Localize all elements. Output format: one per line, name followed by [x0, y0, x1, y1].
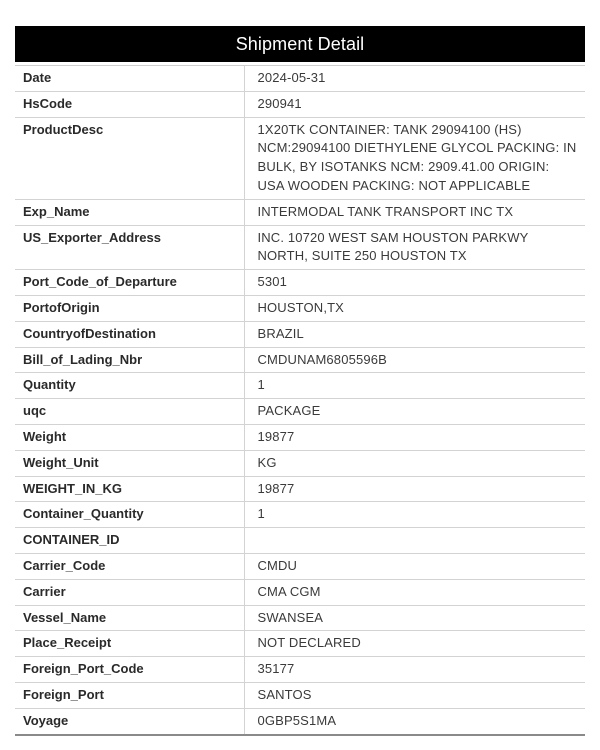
- field-value: 5301: [257, 274, 288, 290]
- field-value: KG: [257, 454, 277, 470]
- field-value: 35177: [257, 661, 295, 677]
- field-label: Container_Quantity: [15, 502, 244, 528]
- field-value: CMDUNAM6805596B: [257, 351, 387, 367]
- table-row: [15, 225, 585, 270]
- table-row: [15, 199, 585, 225]
- field-label: Carrier: [15, 579, 244, 605]
- field-value: INC. 10720 WEST SAM HOUSTON PARKWY NORTH, SUITE 250 HOUSTON TX: [257, 229, 529, 264]
- table-row: [15, 424, 585, 450]
- field-value: 1: [257, 377, 265, 393]
- field-label: Bill_of_Lading_Nbr: [15, 347, 244, 373]
- table-row: [15, 295, 585, 321]
- field-value: BRAZIL: [257, 325, 304, 341]
- field-value: HOUSTON,TX: [257, 299, 344, 315]
- table-row: [15, 347, 585, 373]
- shipment-detail-panel: [15, 26, 585, 736]
- field-value: 0GBP5S1MA: [257, 712, 337, 728]
- field-label: US_Exporter_Address: [15, 225, 244, 270]
- table-row: [15, 631, 585, 657]
- table-row: [15, 91, 585, 117]
- table-row: [15, 66, 585, 91]
- field-label: WEIGHT_IN_KG: [15, 476, 244, 502]
- field-value: 19877: [257, 428, 295, 444]
- field-value: PACKAGE: [257, 403, 321, 419]
- table-row: [15, 605, 585, 631]
- field-value: NOT DECLARED: [257, 635, 361, 651]
- table-row: [15, 682, 585, 708]
- field-label: ProductDesc: [15, 117, 244, 199]
- field-label: Date: [15, 66, 244, 91]
- field-value: INTERMODAL TANK TRANSPORT INC TX: [257, 203, 514, 219]
- field-value: CMA CGM: [257, 583, 321, 599]
- field-value: [244, 528, 585, 554]
- field-label: Carrier_Code: [15, 553, 244, 579]
- detail-table-body: [15, 66, 585, 735]
- table-row: [15, 399, 585, 425]
- table-row: [15, 657, 585, 683]
- field-label: Port_Code_of_Departure: [15, 270, 244, 296]
- field-label: Foreign_Port: [15, 682, 244, 708]
- table-row: [15, 708, 585, 734]
- field-value: SANTOS: [257, 686, 312, 702]
- table-row: [15, 579, 585, 605]
- table-row: [15, 373, 585, 399]
- table-row: [15, 476, 585, 502]
- field-label: CountryofDestination: [15, 321, 244, 347]
- field-label: Vessel_Name: [15, 605, 244, 631]
- field-label: Foreign_Port_Code: [15, 657, 244, 683]
- field-value: 1: [257, 506, 265, 522]
- field-label: Quantity: [15, 373, 244, 399]
- table-row: [15, 450, 585, 476]
- shipment-detail-table: [15, 66, 585, 736]
- field-label: Exp_Name: [15, 199, 244, 225]
- field-label: CONTAINER_ID: [15, 528, 244, 554]
- page-title: Shipment Detail: [15, 26, 585, 62]
- table-row: [15, 270, 585, 296]
- field-label: Voyage: [15, 708, 244, 734]
- field-value: 290941: [257, 95, 302, 111]
- field-label: Weight: [15, 424, 244, 450]
- field-value: 2024-05-31: [257, 70, 326, 85]
- field-value: CMDU: [257, 557, 298, 573]
- field-label: Weight_Unit: [15, 450, 244, 476]
- field-label: Place_Receipt: [15, 631, 244, 657]
- field-value: 1X20TK CONTAINER: TANK 29094100 (HS) NCM:29094100 DIETHYLENE GLYCOL PACKING: IN BULK, BY ISOTANKS NCM: 2909.41.00 ORIGIN: USA WOODEN PACKING: NOT APPLICABLE: [257, 121, 577, 193]
- field-value: 19877: [257, 480, 295, 496]
- table-row: [15, 553, 585, 579]
- field-value: SWANSEA: [257, 609, 324, 625]
- table-row: [15, 528, 585, 554]
- table-row: [15, 502, 585, 528]
- field-label: HsCode: [15, 91, 244, 117]
- field-label: PortofOrigin: [15, 295, 244, 321]
- field-label: uqc: [15, 399, 244, 425]
- table-row: [15, 117, 585, 199]
- table-row: [15, 321, 585, 347]
